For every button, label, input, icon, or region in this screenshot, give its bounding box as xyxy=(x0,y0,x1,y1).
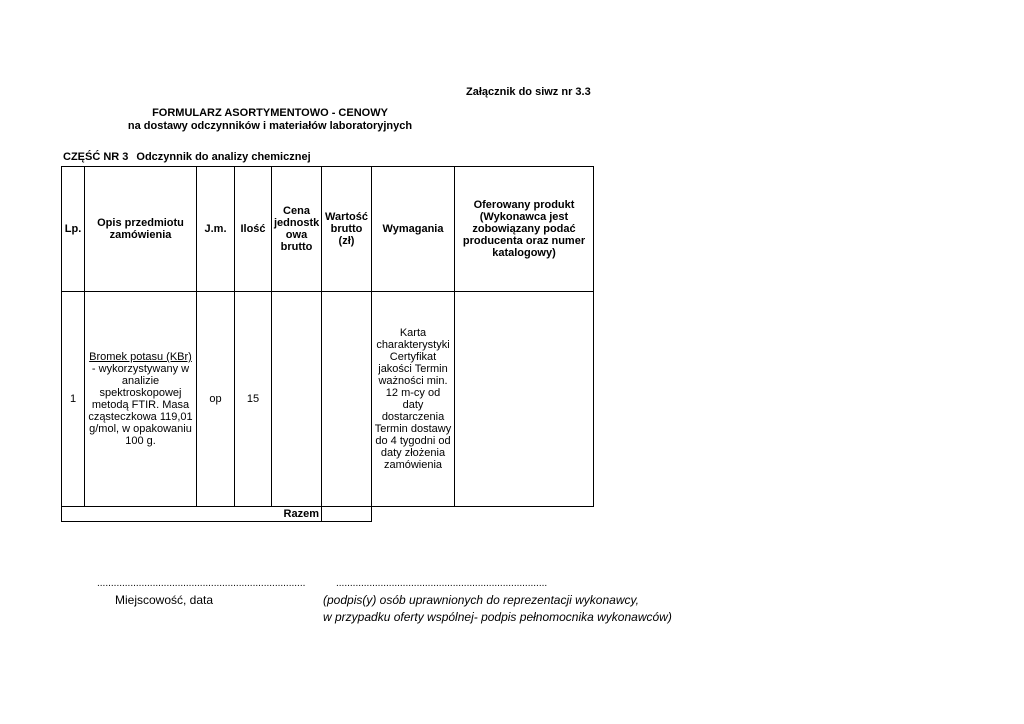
total-spacer-2 xyxy=(455,507,594,522)
row-product-desc: - wykorzystywany w analizie spektroskopowej metodą FTIR. Masa cząsteczkowa 119,01 g/mol, w opakowaniu 100 g. xyxy=(88,363,193,447)
table-header-row xyxy=(62,167,594,292)
header-description: Opis przedmiotu zamówienia xyxy=(85,167,197,292)
table-row xyxy=(62,292,594,507)
row-unit-price[interactable] xyxy=(272,292,322,507)
part-name: Odczynnik do analizy chemicznej xyxy=(136,151,311,163)
header-offered-product: Oferowany produkt (Wykonawca jest zobowiązany podać producenta oraz numer katalogowy) xyxy=(455,167,594,292)
header-lp: Lp. xyxy=(62,167,85,292)
form-title-block xyxy=(100,107,440,133)
header-unit: J.m. xyxy=(197,167,235,292)
total-label: Razem xyxy=(62,507,322,522)
row-gross-value[interactable] xyxy=(322,292,372,507)
row-offered-product[interactable] xyxy=(455,292,594,507)
row-unit: op xyxy=(197,292,235,507)
total-value[interactable] xyxy=(322,507,372,522)
header-unit-price: Cena jednostk owa brutto xyxy=(272,167,322,292)
header-requirements: Wymagania xyxy=(372,167,455,292)
row-quantity: 15 xyxy=(235,292,272,507)
form-subtitle: na dostawy odczynników i materiałów laboratoryjnych xyxy=(127,120,413,132)
annex-label: Załącznik do siwz nr 3.3 xyxy=(466,86,591,98)
part-label: CZĘŚĆ NR 3 xyxy=(63,151,129,163)
assortment-table xyxy=(61,166,594,522)
row-lp: 1 xyxy=(62,292,85,507)
signature-caption-2: w przypadku oferty wspólnej- podpis pełnomocnika wykonawców) xyxy=(323,610,672,624)
place-date-line: ........................................................................... xyxy=(97,578,306,589)
row-requirements: Karta charakterystyki Certyfikat jakości Termin ważności min. 12 m-cy od daty dostarczenia Termin dostawy do 4 tygodni od daty złożenia zamówienia xyxy=(372,292,455,507)
signature-line: ............................................................................ xyxy=(336,578,548,589)
signature-caption-1: (podpis(y) osób uprawnionych do reprezentacji wykonawcy, xyxy=(323,593,639,607)
part-heading xyxy=(63,151,319,163)
form-title: FORMULARZ ASORTYMENTOWO - CENOWY xyxy=(152,107,388,119)
place-date-label: Miejscowość, data xyxy=(115,593,214,607)
total-row xyxy=(62,507,594,522)
total-spacer xyxy=(372,507,455,522)
header-quantity: Ilość xyxy=(235,167,272,292)
header-gross-value: Wartość brutto (zł) xyxy=(322,167,372,292)
row-description xyxy=(85,292,197,507)
row-product-name: Bromek potasu (KBr) xyxy=(89,351,192,363)
